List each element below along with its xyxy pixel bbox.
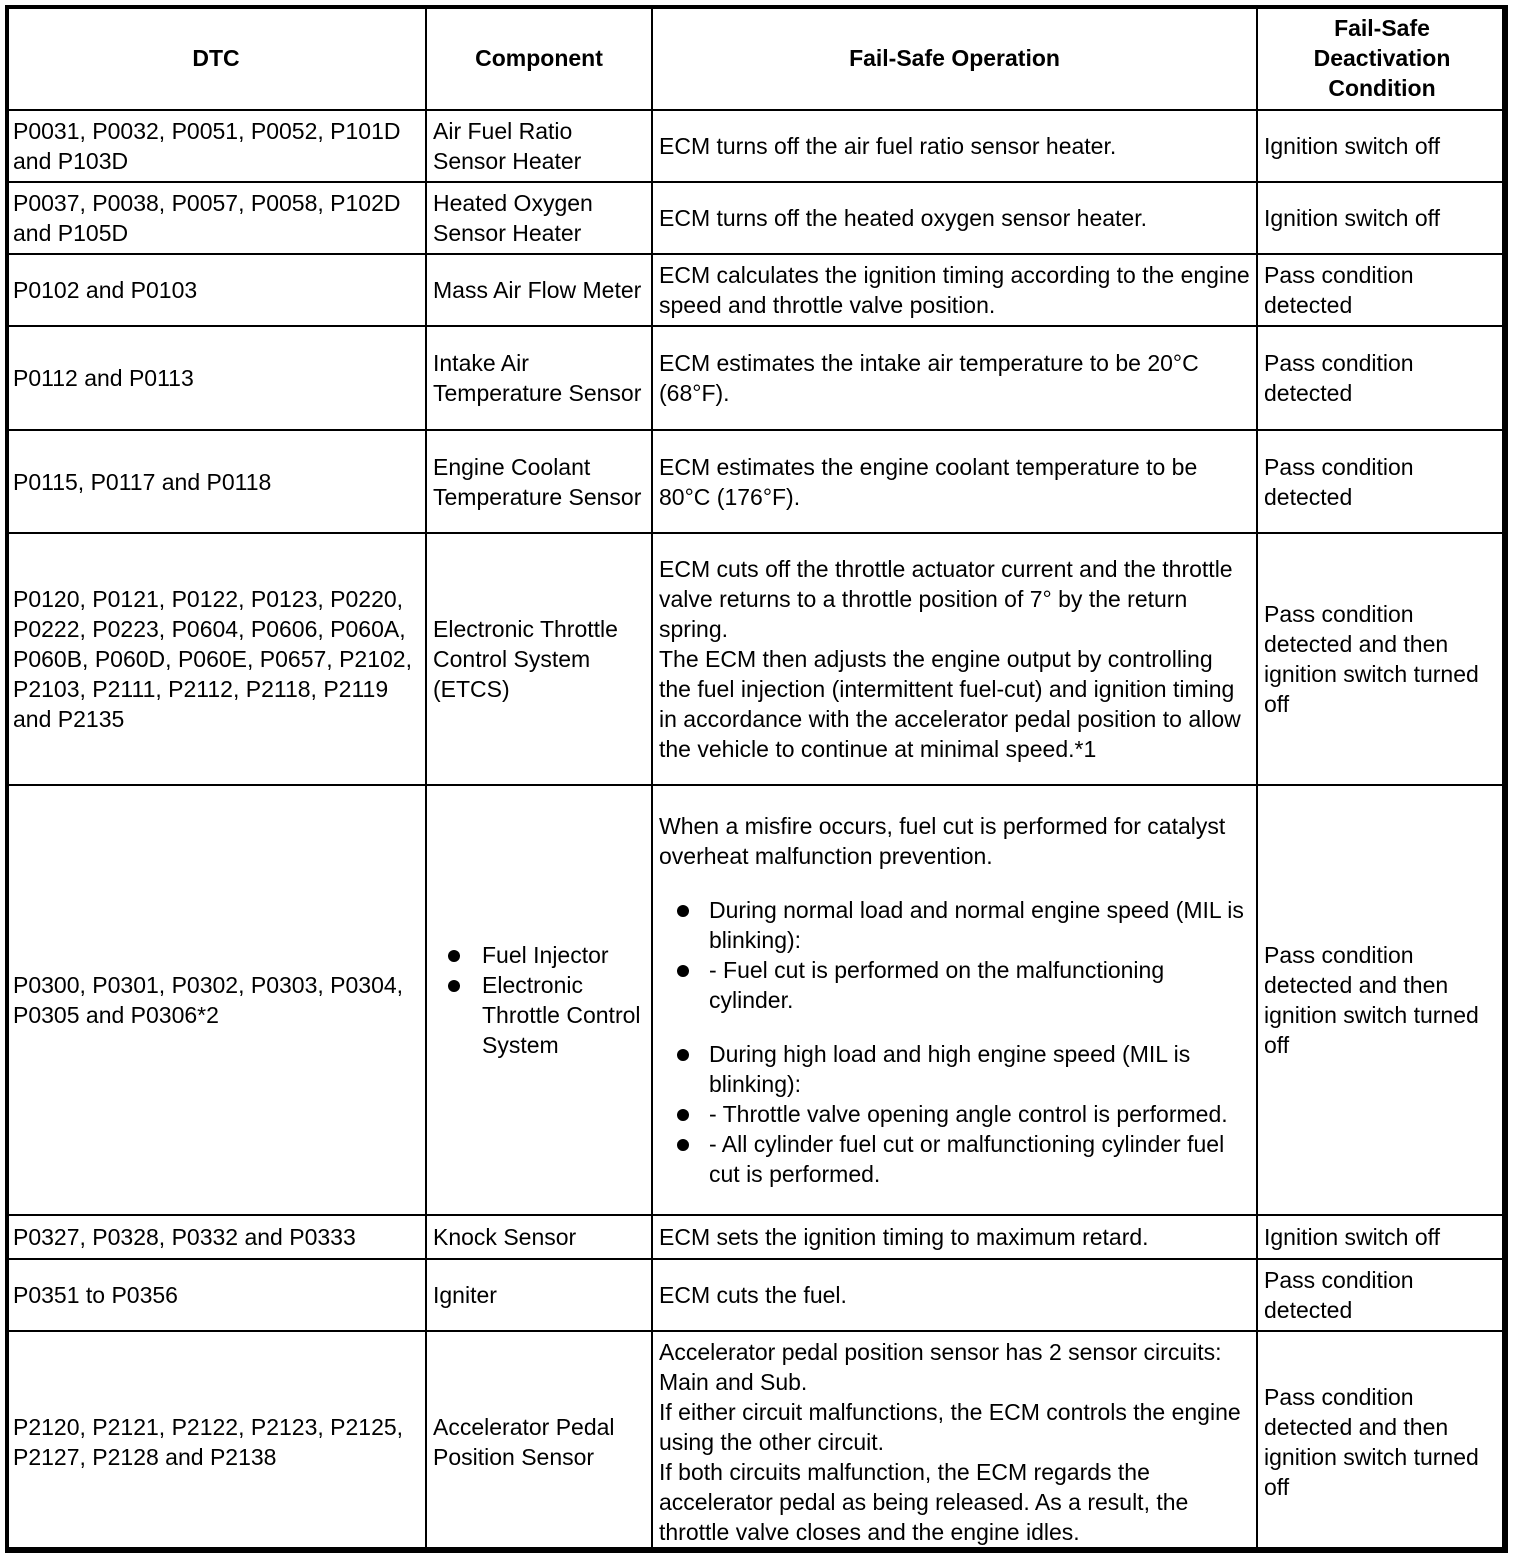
deactivation-cell: Pass condition detected and then ignition switch turned off xyxy=(1257,1331,1507,1552)
component-cell: Accelerator Pedal Position Sensor xyxy=(426,1331,652,1552)
deactivation-cell: Pass condition detected and then ignition switch turned off xyxy=(1257,785,1507,1215)
dtc-cell: P0031, P0032, P0051, P0052, P101D and P103D xyxy=(6,110,426,182)
component-cell: Knock Sensor xyxy=(426,1215,652,1259)
header-component: Component xyxy=(426,6,652,110)
dtc-cell: P0120, P0121, P0122, P0123, P0220, P0222, P0223, P0604, P0606, P060A, P060B, P060D, P060E, P0657, P2102, P2103, P2111, P2112, P2118, P2119 and P2135 xyxy=(6,533,426,785)
component-cell: Intake Air Temperature Sensor xyxy=(426,326,652,430)
dtc-cell: P0327, P0328, P0332 and P0333 xyxy=(6,1215,426,1259)
list-item: Fuel Injector xyxy=(433,940,645,970)
component-cell: Engine Coolant Temperature Sensor xyxy=(426,430,652,533)
header-dtc: DTC xyxy=(6,6,426,110)
operation-cell: ECM estimates the engine coolant temperature to be 80°C (176°F). xyxy=(652,430,1257,533)
dtc-cell: P0102 and P0103 xyxy=(6,254,426,326)
operation-cell: ECM cuts the fuel. xyxy=(652,1259,1257,1331)
dtc-cell: P0115, P0117 and P0118 xyxy=(6,430,426,533)
dtc-cell: P0351 to P0356 xyxy=(6,1259,426,1331)
operation-cell: ECM turns off the air fuel ratio sensor heater. xyxy=(652,110,1257,182)
list-item: - All cylinder fuel cut or malfunctioning cylinder fuel cut is performed. xyxy=(659,1129,1250,1189)
operation-cell: ECM calculates the ignition timing according to the engine speed and throttle valve position. xyxy=(652,254,1257,326)
deactivation-cell: Pass condition detected and then ignition switch turned off xyxy=(1257,533,1507,785)
deactivation-cell: Pass condition detected xyxy=(1257,254,1507,326)
operation-line: The ECM then adjusts the engine output by controlling the fuel injection (intermittent fuel-cut) and ignition timing in accordance with the accelerator pedal position to allow the vehicle to continue at minimal speed.*1 xyxy=(659,646,1241,762)
deactivation-cell: Pass condition detected xyxy=(1257,326,1507,430)
list-item: - Throttle valve opening angle control is performed. xyxy=(659,1099,1250,1129)
list-item: Electronic Throttle Control System xyxy=(433,970,645,1060)
component-cell: Electronic Throttle Control System (ETCS) xyxy=(426,533,652,785)
dtc-cell: P0300, P0301, P0302, P0303, P0304, P0305 and P0306*2 xyxy=(6,785,426,1215)
operation-cell: ECM sets the ignition timing to maximum retard. xyxy=(652,1215,1257,1259)
component-cell: Air Fuel Ratio Sensor Heater xyxy=(426,110,652,182)
dtc-cell: P2120, P2121, P2122, P2123, P2125, P2127, P2128 and P2138 xyxy=(6,1331,426,1552)
operation-line: Accelerator pedal position sensor has 2 sensor circuits: Main and Sub. xyxy=(659,1338,1222,1395)
component-cell: Mass Air Flow Meter xyxy=(426,254,652,326)
dtc-cell: P0037, P0038, P0057, P0058, P102D and P105D xyxy=(6,182,426,254)
deactivation-cell: Ignition switch off xyxy=(1257,110,1507,182)
deactivation-cell: Ignition switch off xyxy=(1257,1215,1507,1259)
deactivation-cell: Pass condition detected xyxy=(1257,430,1507,533)
component-cell: Igniter xyxy=(426,1259,652,1331)
table-frame xyxy=(5,5,1506,1551)
operation-line: If both circuits malfunction, the ECM regards the accelerator pedal as being released. As a result, the throttle valve closes and the engine idles. xyxy=(659,1458,1189,1545)
dtc-cell: P0112 and P0113 xyxy=(6,326,426,430)
operation-cell: ECM estimates the intake air temperature to be 20°C (68°F). xyxy=(652,326,1257,430)
deactivation-cell: Ignition switch off xyxy=(1257,182,1507,254)
component-cell: Heated Oxygen Sensor Heater xyxy=(426,182,652,254)
list-item: During high load and high engine speed (MIL is blinking): xyxy=(659,1039,1250,1099)
header-deactivation: Fail-Safe Deactivation Condition xyxy=(1257,6,1507,110)
operation-line: If either circuit malfunctions, the ECM controls the engine using the other circuit. xyxy=(659,1398,1241,1455)
operation-line: ECM cuts off the throttle actuator current and the throttle valve returns to a throttle position of 7° by the return spring. xyxy=(659,556,1233,642)
operation-cell: ECM turns off the heated oxygen sensor heater. xyxy=(652,182,1257,254)
list-item: - Fuel cut is performed on the malfunctioning cylinder. xyxy=(659,955,1250,1015)
operation-intro: When a misfire occurs, fuel cut is performed for catalyst overheat malfunction prevention. xyxy=(659,813,1226,869)
header-operation: Fail-Safe Operation xyxy=(652,6,1257,110)
deactivation-cell: Pass condition detected xyxy=(1257,1259,1507,1331)
list-item: During normal load and normal engine speed (MIL is blinking): xyxy=(659,895,1250,955)
